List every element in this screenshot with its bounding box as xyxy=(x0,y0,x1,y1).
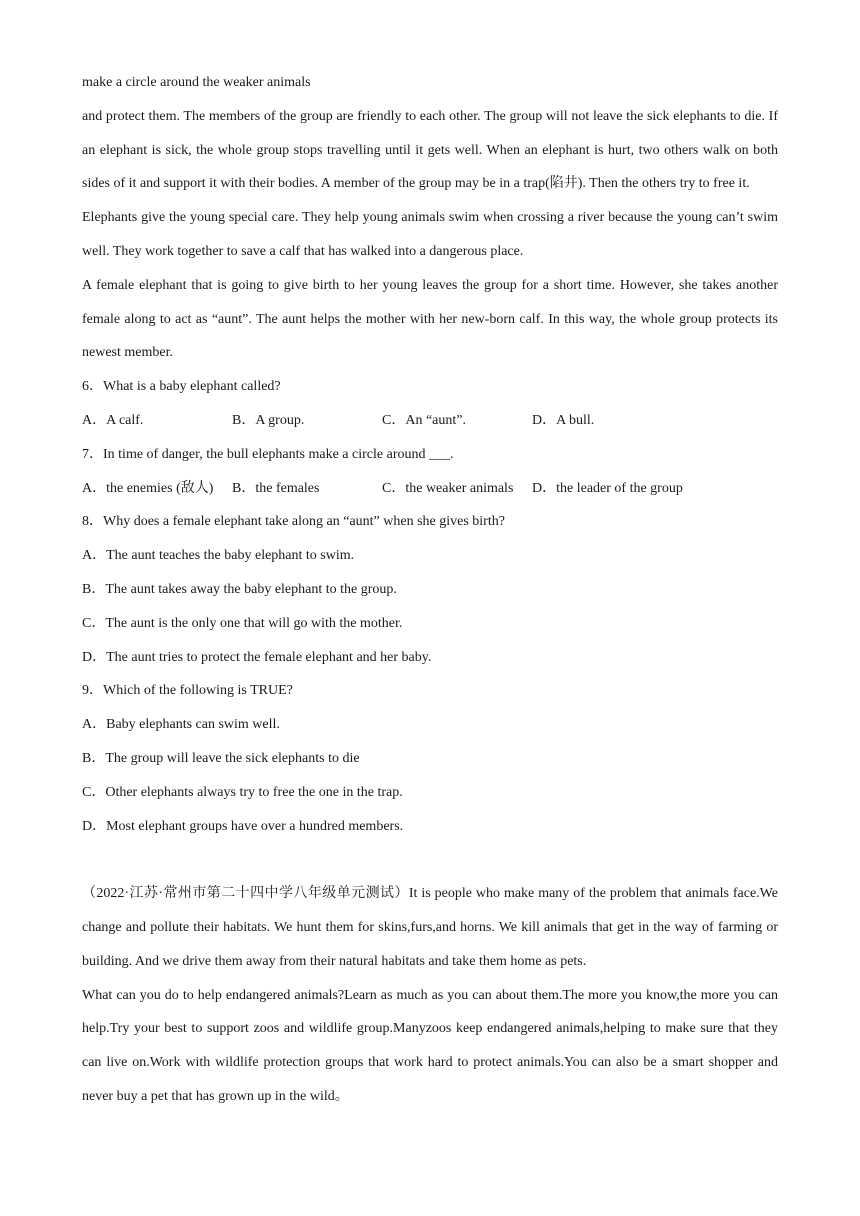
question-8-option-a[interactable]: A．The aunt teaches the baby elephant to swim. xyxy=(82,548,355,564)
question-9-option-d[interactable]: D．Most elephant groups have over a hundred members. xyxy=(82,818,404,834)
passage1-paragraph-2: Elephants give the young special care. They help young animals swim when crossing a river because the young can’t swim well. They work together to save a calf that has walked into a dangerous place. xyxy=(82,210,778,259)
question-8-stem: 8．Why does a female elephant take along an “aunt” when she gives birth? xyxy=(82,514,505,530)
passage2-paragraph-2: What can you do to help endangered animals?Learn as much as you can about them.The more you know,the more you can help.Try your best to support zoos and wildlife group.Manyzoos keep endangered animals,helping to make sure that they can live on.Work with wildlife protection groups that work hard to protect animals.You can also be a smart shopper and never buy a pet that has grown up in the wild。 xyxy=(82,987,778,1104)
question-6-option-d[interactable]: D．A bull. xyxy=(532,412,595,428)
question-8-option-c[interactable]: C．The aunt is the only one that will go with the mother. xyxy=(82,615,403,631)
question-9-option-c[interactable]: C．Other elephants always try to free the one in the trap. xyxy=(82,784,403,800)
question-7-option-a[interactable]: A．the enemies (敌人) xyxy=(82,480,214,496)
question-9-option-a[interactable]: A．Baby elephants can swim well. xyxy=(82,717,280,733)
question-7-option-c[interactable]: C．the weaker animals xyxy=(382,480,514,496)
question-7-option-d[interactable]: D．the leader of the group xyxy=(532,480,683,496)
question-7-option-b[interactable]: B．the females xyxy=(232,480,320,496)
passage2-paragraph-1: （2022·江苏·常州市第二十四中学八年级单元测试）It is people who make many of the problem that animals face.We change and pollute their habitats. We hunt them for skins,furs,and horns. We kill animals that get in the way of farming or building. And we drive them away from their natural habitats and take them home as pets. xyxy=(82,886,778,969)
question-6-stem: 6．What is a baby elephant called? xyxy=(82,379,281,395)
question-8-option-d[interactable]: D．The aunt tries to protect the female elephant and her baby. xyxy=(82,649,432,665)
question-7-options xyxy=(82,472,778,506)
question-6-option-a[interactable]: A．A calf. xyxy=(82,412,144,428)
question-6-option-b[interactable]: B．A group. xyxy=(232,412,305,428)
question-6-options xyxy=(82,404,778,438)
section-spacer xyxy=(82,843,778,877)
passage1-paragraph-1: and protect them. The members of the group are friendly to each other. The group will not leave the sick elephants to die. If an elephant is sick, the whole group stops travelling until it gets well. When an elephant is hurt, two others walk on both sides of it and support it with their bodies. A member of the group may be in a trap(陷井). Then the others try to free it. xyxy=(82,108,778,192)
question-7-stem: 7．In time of danger, the bull elephants make a circle around ___. xyxy=(82,446,454,462)
document-page xyxy=(82,66,778,1114)
question-9-option-b[interactable]: B．The group will leave the sick elephants to die xyxy=(82,750,360,766)
question-9-stem: 9．Which of the following is TRUE? xyxy=(82,683,293,699)
question-6-option-c[interactable]: C．An “aunt”. xyxy=(382,412,466,428)
question-8-option-b[interactable]: B．The aunt takes away the baby elephant to the group. xyxy=(82,581,397,597)
passage1-first-line: make a circle around the weaker animals xyxy=(82,75,311,90)
passage1-paragraph-3: A female elephant that is going to give birth to her young leaves the group for a short time. However, she takes another female along to act as “aunt”. The aunt helps the mother with her new-born calf. In this way, the whole group protects its newest member. xyxy=(82,277,778,361)
